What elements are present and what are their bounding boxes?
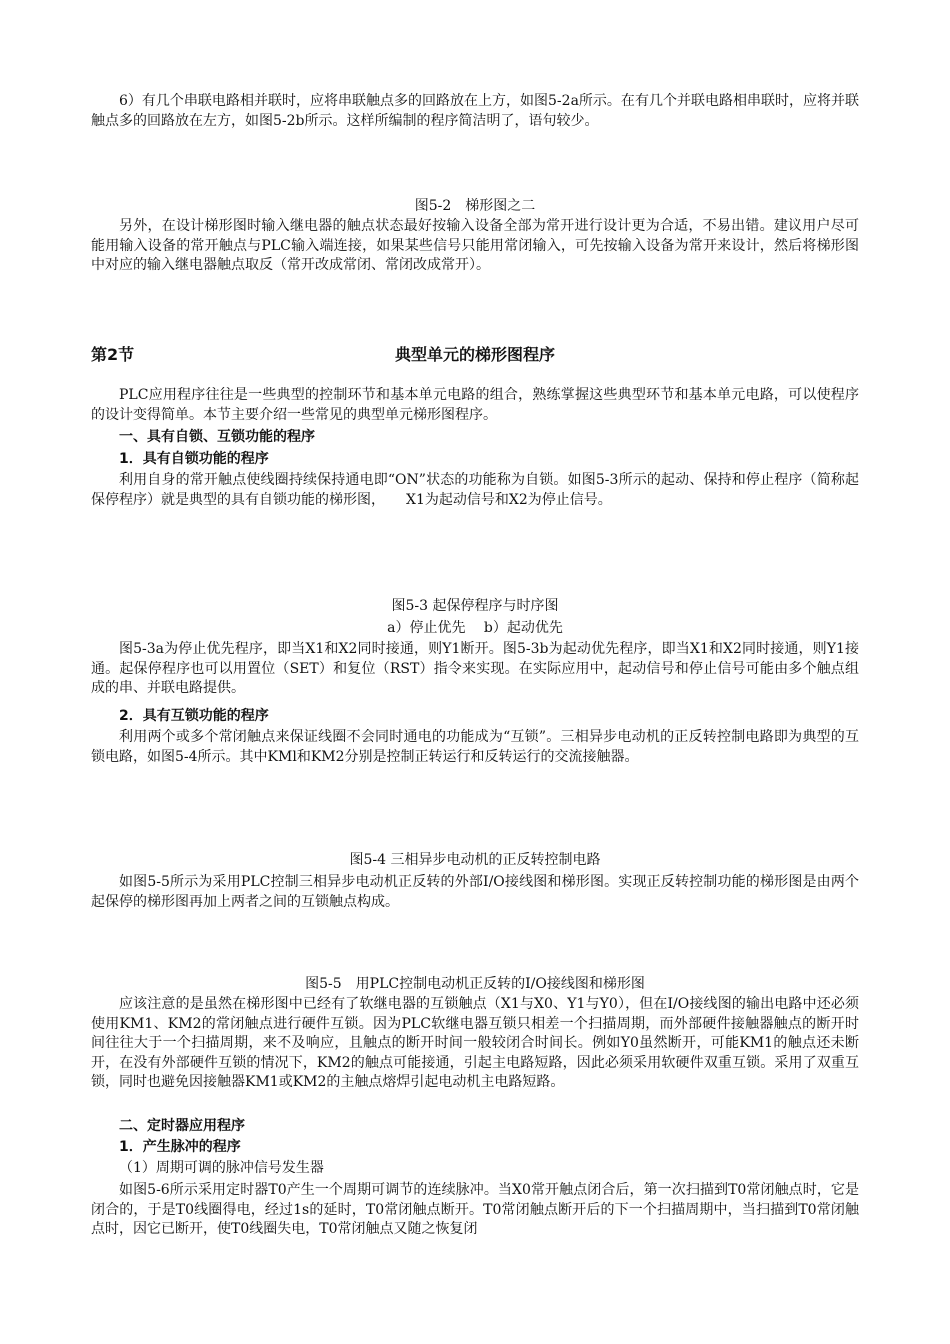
paragraph-input-relay-design: 另外，在设计梯形图时输入继电器的触点状态最好按输入设备全部为常开进行设计更为合适，不易出错。建议用户尽可能用输入设备的常开触点与PLC输入端连接，如果某些信号只能用常闭输入，可先按输入设备为常开来设计，然后将梯形图中对应的输入继电器触点取反（常开改成常闭、常闭改成常开）。 <box>91 218 859 273</box>
heading-self-lock-interlock: 一、具有自锁、互锁功能的程序 <box>119 429 315 445</box>
paragraph-series-parallel-rule: 6）有几个串联电路相并联时，应将串联触点多的回路放在上方，如图5-2a所示。在有几个并联电路相串联时，应将并联触点多的回路放在左方，如图5-2b所示。这样所编制的程序简洁明了，语句较少。 <box>91 93 859 129</box>
section-title: 典型单元的梯形图程序 <box>394 345 555 364</box>
figure-5-3-subcaption: a）停止优先 b）起动优先 <box>387 620 563 636</box>
paragraph-plc-intro: PLC应用程序往往是一些典型的控制环节和基本单元电路的组合，熟练掌握这些典型环节和基本单元电路，可以使程序的设计变得简单。本节主要介绍一些常见的典型单元梯形图程序。 <box>91 387 859 423</box>
paragraph-io-wiring: 如图5-5所示为采用PLC控制三相异步电动机正反转的外部I/O接线图和梯形图。实现正反转控制功能的梯形图是由两个起保停的梯形图再加上两者之间的互锁触点构成。 <box>91 874 859 910</box>
paragraph-self-lock: 利用自身的常开触点使线圈持续保持通电即“ON”状态的功能称为自锁。如图5-3所示的起动、保持和停止程序（简称起保停程序）就是典型的具有自锁功能的梯形图， X1为起动信号和X2为停止信号。 <box>91 472 859 508</box>
figure-5-3-caption: 图5-3 起保停程序与时序图 <box>391 598 559 614</box>
paragraph-timer-pulse: 如图5-6所示采用定时器T0产生一个周期可调节的连续脉冲。当X0常开触点闭合后，第一次扫描到T0常闭触点时，它是闭合的，于是T0线圈得电，经过1s的延时，T0常闭触点断开。T0常闭触点断开后的下一个扫描周期中，当扫描到T0常闭触点时，因它已断开，使T0线圈失电，T0常闭触点又随之恢复闭 <box>91 1182 859 1237</box>
paragraph-stop-start-priority: 图5-3a为停止优先程序，即当X1和X2同时接通，则Y1断开。图5-3b为起动优先程序，即当X1和X2同时接通，则Y1接通。起保停程序也可以用置位（SET）和复位（RST）指令来实现。在实际应用中，起动信号和停止信号可能由多个触点组成的串、并联电路提供。 <box>91 641 859 696</box>
heading-self-lock: 1．具有自锁功能的程序 <box>119 451 269 467</box>
heading-pulse-program: 1．产生脉冲的程序 <box>119 1139 241 1155</box>
figure-5-4-caption: 图5-4 三相异步电动机的正反转控制电路 <box>349 852 601 868</box>
heading-timer-programs: 二、定时器应用程序 <box>119 1118 245 1134</box>
paragraph-interlock: 利用两个或多个常闭触点来保证线圈不会同时通电的功能成为“互锁”。三相异步电动机的正反转控制电路即为典型的互锁电路，如图5-4所示。其中KMl和KM2分别是控制正转运行和反转运行的交流接触器。 <box>91 729 859 765</box>
section-number: 第2节 <box>91 345 135 364</box>
paragraph-hardware-interlock: 应该注意的是虽然在梯形图中已经有了软继电器的互锁触点（X1与X0、Y1与Y0），但在I/O接线图的输出电路中还必须使用KM1、KM2的常闭触点进行硬件互锁。因为PLC软继电器互锁只相差一个扫描周期，而外部硬件接触器触点的断开时间往往大于一个扫描周期，来不及响应，且触点的断开时间一般较闭合时间长。例如Y0虽然断开，可能KM1的触点还未断开，在没有外部硬件互锁的情况下，KM2的触点可能接通，引起主电路短路，因此必须采用软硬件双重互锁。采用了双重互锁，同时也避免因接触器KM1或KM2的主触点熔焊引起电动机主电路短路。 <box>91 996 859 1090</box>
figure-5-2-caption: 图5-2 梯形图之二 <box>414 198 536 214</box>
heading-adjustable-pulse: （1）周期可调的脉冲信号发生器 <box>119 1160 324 1176</box>
heading-interlock: 2．具有互锁功能的程序 <box>119 708 269 724</box>
figure-5-5-caption: 图5-5 用PLC控制电动机正反转的I/O接线图和梯形图 <box>305 976 645 992</box>
